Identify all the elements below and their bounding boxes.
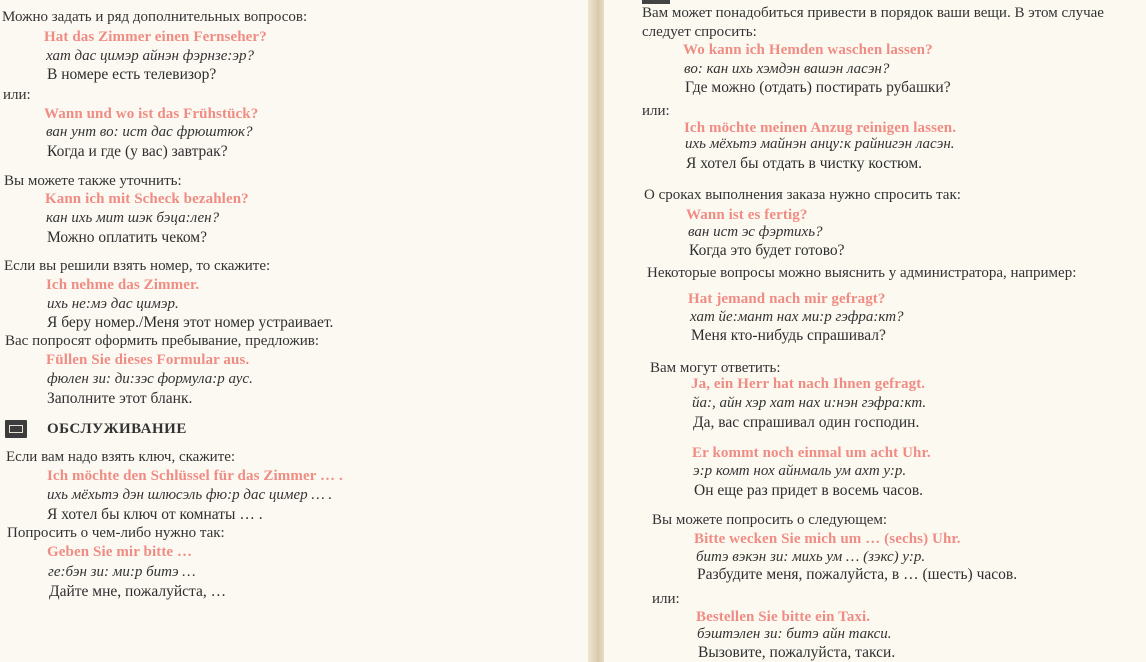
transcription: кан ихь мит шэк бэца:лен?: [46, 210, 220, 226]
transcription: йа:, айн хэр хат нах и:нэн гэфра:кт.: [692, 395, 927, 411]
german-phrase: Ja, ein Herr hat nach Ihnen gefragt.: [691, 376, 926, 392]
right-page: [604, 0, 1146, 662]
german-phrase: Bestellen Sie bitte ein Taxi.: [696, 609, 871, 625]
or-text: или:: [642, 103, 670, 119]
russian-translation: Когда это будет готово?: [689, 242, 845, 259]
russian-translation: Разбудите меня, пожалуйста, в … (шесть) часов.: [697, 566, 1018, 583]
transcription: ван ист эс фэртихь?: [688, 224, 823, 240]
german-phrase: Bitte wecken Sie mich um … (sechs) Uhr.: [694, 531, 961, 547]
section-title: ОБСЛУЖИВАНИЕ: [47, 421, 187, 437]
or-text: или:: [3, 87, 31, 103]
intro-text: О сроках выполнения заказа нужно спросить так:: [644, 187, 961, 203]
german-phrase: Füllen Sie dieses Formular aus.: [46, 352, 250, 368]
intro-text: Вы можете также уточнить:: [4, 173, 182, 189]
transcription: хат йе:мант нах ми:р гэфра:кт?: [690, 309, 904, 325]
intro-text: следует спросить:: [642, 24, 757, 40]
transcription: ге:бэн зи: ми:р битэ …: [48, 564, 196, 580]
russian-translation: Заполните этот бланк.: [47, 390, 193, 407]
russian-translation: Я хотел бы отдать в чистку костюм.: [686, 155, 923, 172]
transcription: ихь не:мэ дас цимэр.: [47, 296, 179, 312]
german-phrase: Ich möchte meinen Anzug reinigen lassen.: [684, 120, 957, 136]
transcription: ихь мёхьтэ дэн шлюсэль фю:р дас цимер … .: [47, 487, 333, 503]
german-phrase: Ich nehme das Zimmer.: [46, 277, 200, 293]
russian-translation: Я хотел бы ключ от комнаты … .: [47, 506, 263, 523]
transcription: хат дас цимэр айнэн фэрнзе:эр?: [46, 48, 255, 64]
intro-text: Вас попросят оформить пребывание, предложив:: [5, 333, 320, 349]
russian-translation: Он еще раз придет в восемь часов.: [694, 482, 924, 499]
transcription: битэ вэкэн зи: михь ум … (зэкс) у:р.: [696, 549, 926, 565]
german-phrase: Wann ist es fertig?: [686, 207, 808, 223]
german-phrase: Wann und wo ist das Frühstück?: [44, 106, 259, 122]
intro-text: Если вам надо взять ключ, скажите:: [6, 449, 236, 465]
transcription: ван унт во: ист дас фрюштюк?: [46, 124, 253, 140]
intro-text: Попросить о чем-либо нужно так:: [7, 525, 225, 541]
transcription: ихь мёхьтэ майнэн анцу:к райнигэн ласэн.: [685, 136, 955, 152]
intro-text: Вы можете попросить о следующем:: [652, 512, 888, 528]
german-phrase: Ich möchte den Schlüssel für das Zimmer … .: [47, 468, 343, 484]
intro-text: Вам может понадобиться привести в порядок ваши вещи. В этом случае: [642, 5, 1104, 21]
page-edge-mark: [642, 0, 670, 4]
transcription: бэштэлен зи: битэ айн такси.: [697, 626, 892, 642]
intro-text: Если вы решили взять номер, то скажите:: [4, 258, 271, 274]
russian-translation: Меня кто-нибудь спрашивал?: [691, 327, 886, 344]
russian-translation: Где можно (отдать) постирать рубашки?: [685, 79, 951, 96]
russian-translation: Дайте мне, пожалуйста, …: [49, 583, 227, 600]
russian-translation: Когда и где (у вас) завтрак?: [47, 143, 228, 160]
russian-translation: Да, вас спрашивал один господин.: [693, 414, 920, 431]
german-phrase: Er kommt noch einmal um acht Uhr.: [692, 445, 931, 461]
german-phrase: Wo kann ich Hemden waschen lassen?: [683, 42, 933, 58]
russian-translation: Вызовите, пожалуйста, такси.: [698, 644, 896, 661]
transcription: фюлен зи: ди:зэс формула:р аус.: [47, 371, 253, 387]
transcription: во: кан ихь хэмдэн вашэн ласэн?: [684, 61, 890, 77]
transcription: э:р комт нох айнмаль ум ахт у:р.: [693, 463, 907, 479]
german-phrase: Hat jemand nach mir gefragt?: [688, 291, 886, 307]
russian-translation: Я беру номер./Меня этот номер устраивает.: [47, 314, 334, 331]
russian-translation: В номере есть телевизор?: [47, 66, 217, 83]
german-phrase: Geben Sie mir bitte …: [47, 544, 193, 560]
intro-text: Некоторые вопросы можно выяснить у администратора, например:: [647, 265, 1077, 281]
intro-text: Вам могут ответить:: [650, 360, 781, 376]
intro-text: Можно задать и ряд дополнительных вопросов:: [2, 9, 308, 25]
service-section-icon: [5, 420, 27, 438]
russian-translation: Можно оплатить чеком?: [47, 229, 207, 246]
german-phrase: Hat das Zimmer einen Fernseher?: [44, 29, 267, 45]
german-phrase: Kann ich mit Scheck bezahlen?: [45, 191, 249, 207]
or-text: или:: [652, 591, 680, 607]
